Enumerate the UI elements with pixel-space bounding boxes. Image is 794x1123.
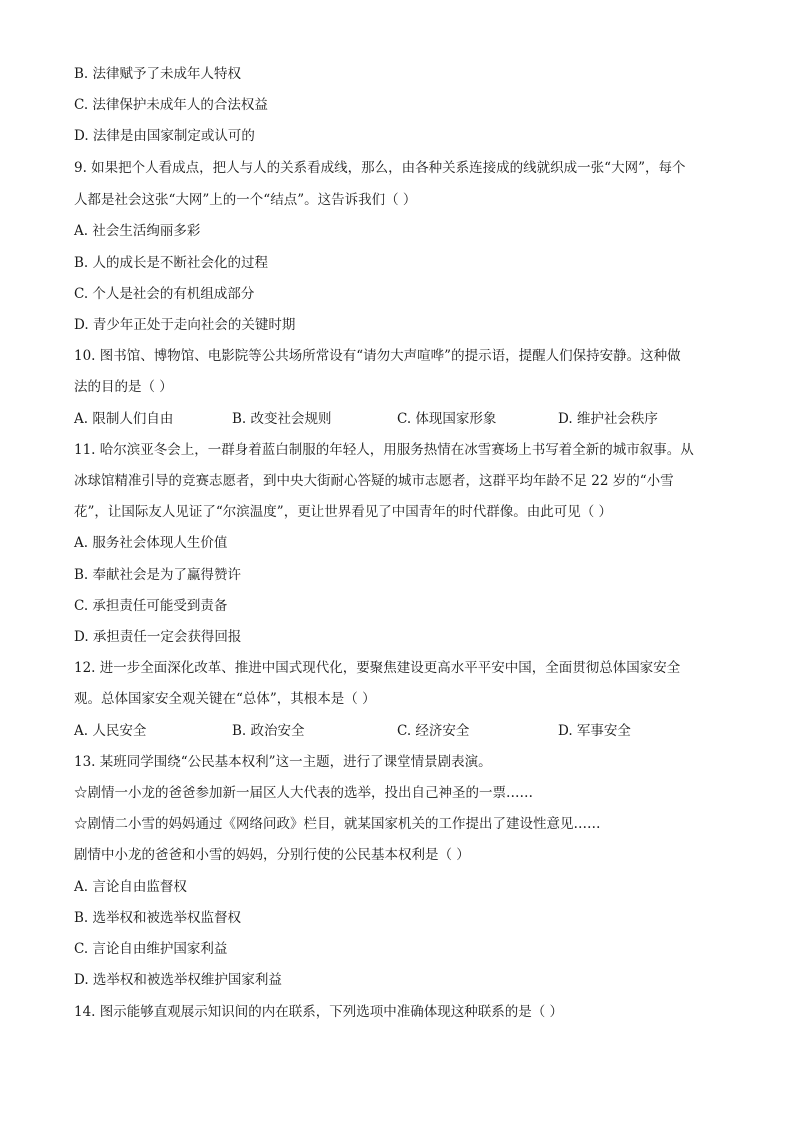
q11-stem-line-2: 冰球馆精准引导的竞赛志愿者，到中央大街耐心答疑的城市志愿者，这群平均年龄不足 22 岁的“小雪 xyxy=(74,473,674,489)
q11-option-a: A. 服务社会体现人生价值 xyxy=(74,535,228,551)
q8-option-b: B. 法律赋予了未成年人特权 xyxy=(74,66,242,82)
q10-option-c: C. 体现国家形象 xyxy=(397,411,497,427)
q12-stem-line-2: 观。总体国家安全观关键在“总体”，其根本是（ ） xyxy=(74,691,376,707)
q9-stem-line-1: 9. 如果把个人看成点，把人与人的关系看成线，那么，由各种关系连接成的线就织成一张“大网”，每个 xyxy=(74,160,686,176)
q10-option-a: A. 限制人们自由 xyxy=(74,411,174,427)
q10-stem-line-2: 法的目的是（ ） xyxy=(74,379,173,395)
q9-option-a: A. 社会生活绚丽多彩 xyxy=(74,223,201,239)
q8-option-d: D. 法律是由国家制定或认可的 xyxy=(74,128,255,144)
q12-option-a: A. 人民安全 xyxy=(74,723,147,739)
q12-option-b: B. 政治安全 xyxy=(232,723,305,739)
q9-option-c: C. 个人是社会的有机组成部分 xyxy=(74,286,255,302)
q9-option-b: B. 人的成长是不断社会化的过程 xyxy=(74,255,269,271)
q13-scenario-2: ☆剧情二小雪的妈妈通过《网络问政》栏目，就某国家机关的工作提出了建设性意见…… xyxy=(74,816,601,832)
q13-question: 剧情中小龙的爸爸和小雪的妈妈，分别行使的公民基本权利是（ ） xyxy=(74,847,470,863)
q13-option-a: A. 言论自由监督权 xyxy=(74,879,187,895)
q14-stem-line-1: 14. 图示能够直观展示知识间的内在联系，下列选项中准确体现这种联系的是（ ） xyxy=(74,1004,564,1020)
q12-option-c: C. 经济安全 xyxy=(397,723,470,739)
q9-option-d: D. 青少年正处于走向社会的关键时期 xyxy=(74,317,296,333)
q13-stem-line-1: 13. 某班同学围绕“公民基本权利”这一主题，进行了课堂情景剧表演。 xyxy=(74,754,492,770)
q11-option-b: B. 奉献社会是为了赢得赞许 xyxy=(74,567,242,583)
q13-option-d: D. 选举权和被选举权维护国家利益 xyxy=(74,972,282,988)
q13-option-c: C. 言论自由维护国家利益 xyxy=(74,941,228,957)
q12-stem-line-1: 12. 进一步全面深化改革、推进中国式现代化，要聚焦建设更高水平平安中国，全面贯彻总体国家安全 xyxy=(74,660,681,676)
q10-stem-line-1: 10. 图书馆、博物馆、电影院等公共场所常设有“请勿大声喧哗”的提示语，提醒人们保持安静。这种做 xyxy=(74,348,681,364)
q9-stem-line-2: 人都是社会这张“大网”上的一个“结点”。这告诉我们（ ） xyxy=(74,192,417,208)
q11-stem-line-1: 11. 哈尔滨亚冬会上，一群身着蓝白制服的年轻人，用服务热情在冰雪赛场上书写着全新的城市叙事。从 xyxy=(74,442,694,458)
q11-stem-line-3: 花”，让国际友人见证了“尔滨温度”，更让世界看见了中国青年的时代群像。由此可见（ ） xyxy=(74,504,612,520)
q10-option-d: D. 维护社会秩序 xyxy=(558,411,658,427)
q8-option-c: C. 法律保护未成年人的合法权益 xyxy=(74,97,268,113)
q12-option-d: D. 军事安全 xyxy=(558,723,631,739)
q11-option-c: C. 承担责任可能受到责备 xyxy=(74,598,228,614)
q13-option-b: B. 选举权和被选举权监督权 xyxy=(74,910,242,926)
q10-option-b: B. 改变社会规则 xyxy=(232,411,332,427)
q11-option-d: D. 承担责任一定会获得回报 xyxy=(74,629,242,645)
q13-scenario-1: ☆剧情一小龙的爸爸参加新一届区人大代表的选举，投出自己神圣的一票…… xyxy=(74,785,533,801)
